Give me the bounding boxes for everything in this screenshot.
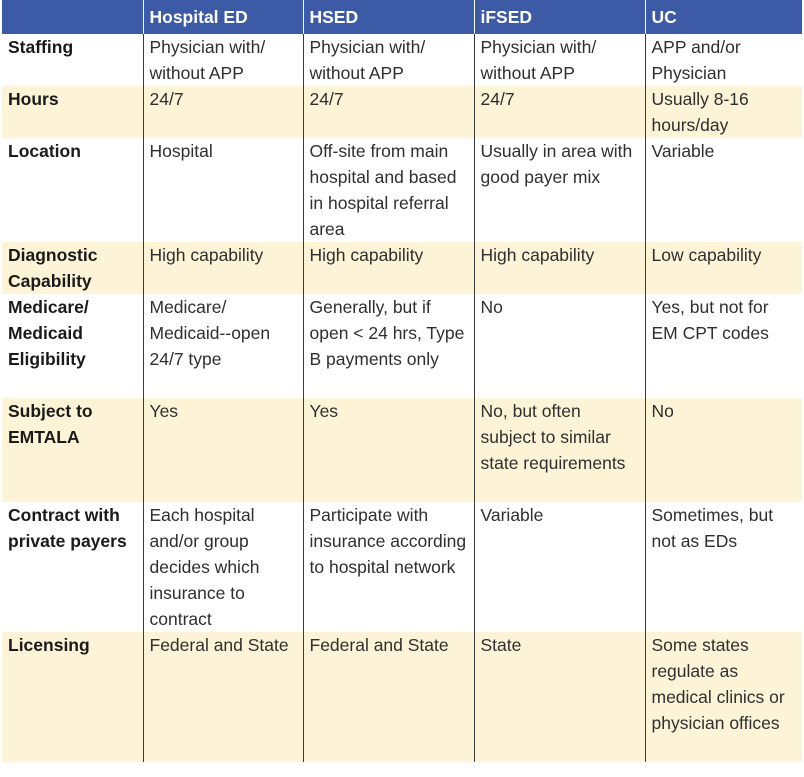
cell-uc: Usually 8-16 hours/day — [645, 86, 802, 138]
row-medicare-eligibility — [2, 294, 802, 398]
row-label: Diagnostic Capability — [2, 242, 143, 294]
cell-uc: Yes, but not for EM CPT codes — [645, 294, 802, 398]
comparison-table — [2, 0, 802, 762]
cell-uc: Low capability — [645, 242, 802, 294]
row-contract-private-payers — [2, 502, 802, 632]
cell-uc: Sometimes, but not as EDs — [645, 502, 802, 632]
row-label: Contract with private payers — [8, 505, 127, 551]
cell-hospital-ed: Hospital — [143, 138, 303, 242]
cell-uc: APP and/or Physician — [645, 34, 802, 86]
cell-ifsed: No — [474, 294, 645, 398]
cell-hsed: Off-site from main hospital and based in hospital referral area — [303, 138, 474, 242]
cell-ifsed: Variable — [474, 502, 645, 632]
cell-hsed: Participate with insurance according to hospital network — [303, 502, 474, 632]
cell-hsed: Federal and State — [303, 632, 474, 762]
cell-uc: No — [645, 398, 802, 502]
cell-hsed: Physician with/ without APP — [303, 34, 474, 86]
cell-hsed: Generally, but if open < 24 hrs, Type B payments only — [303, 294, 474, 398]
header-corner — [2, 0, 143, 34]
cell-hospital-ed: High capability — [143, 242, 303, 294]
cell-hsed: High capability — [303, 242, 474, 294]
row-hours — [2, 86, 802, 138]
cell-ifsed: Usually in area with good payer mix — [474, 138, 645, 242]
header-row — [2, 0, 802, 34]
cell-hospital-ed: Yes — [143, 398, 303, 502]
header-ifsed: iFSED — [474, 0, 645, 34]
row-diagnostic-capability — [2, 242, 802, 294]
row-subject-to-emtala — [2, 398, 802, 502]
row-label: Medicare/ Medicaid Eligibility — [8, 297, 89, 369]
cell-ifsed: No, but often subject to similar state requirements — [474, 398, 645, 502]
cell-hospital-ed: Each hospital and/or group decides which insurance to contract — [143, 502, 303, 632]
row-location — [2, 138, 802, 242]
row-label: Hours — [2, 86, 143, 138]
header-hsed: HSED — [303, 0, 474, 34]
header-uc: UC — [645, 0, 802, 34]
cell-hospital-ed: 24/7 — [143, 86, 303, 138]
cell-uc: Some states regulate as medical clinics or physician offices — [645, 632, 802, 762]
row-staffing — [2, 34, 802, 86]
cell-hsed: 24/7 — [303, 86, 474, 138]
cell-ifsed: State — [474, 632, 645, 762]
row-label: Staffing — [8, 37, 74, 57]
row-label: Location — [8, 141, 81, 161]
cell-ifsed: Physician with/ without APP — [474, 34, 645, 86]
row-label: Licensing — [2, 632, 143, 762]
cell-hospital-ed: Physician with/ without APP — [143, 34, 303, 86]
row-licensing — [2, 632, 802, 762]
header-hospital-ed: Hospital ED — [143, 0, 303, 34]
cell-hsed: Yes — [303, 398, 474, 502]
cell-uc: Variable — [645, 138, 802, 242]
row-label: Subject to EMTALA — [2, 398, 143, 502]
cell-hospital-ed: Medicare/ Medicaid--open 24/7 type — [143, 294, 303, 398]
cell-hospital-ed: Federal and State — [143, 632, 303, 762]
cell-ifsed: 24/7 — [474, 86, 645, 138]
cell-ifsed: High capability — [474, 242, 645, 294]
